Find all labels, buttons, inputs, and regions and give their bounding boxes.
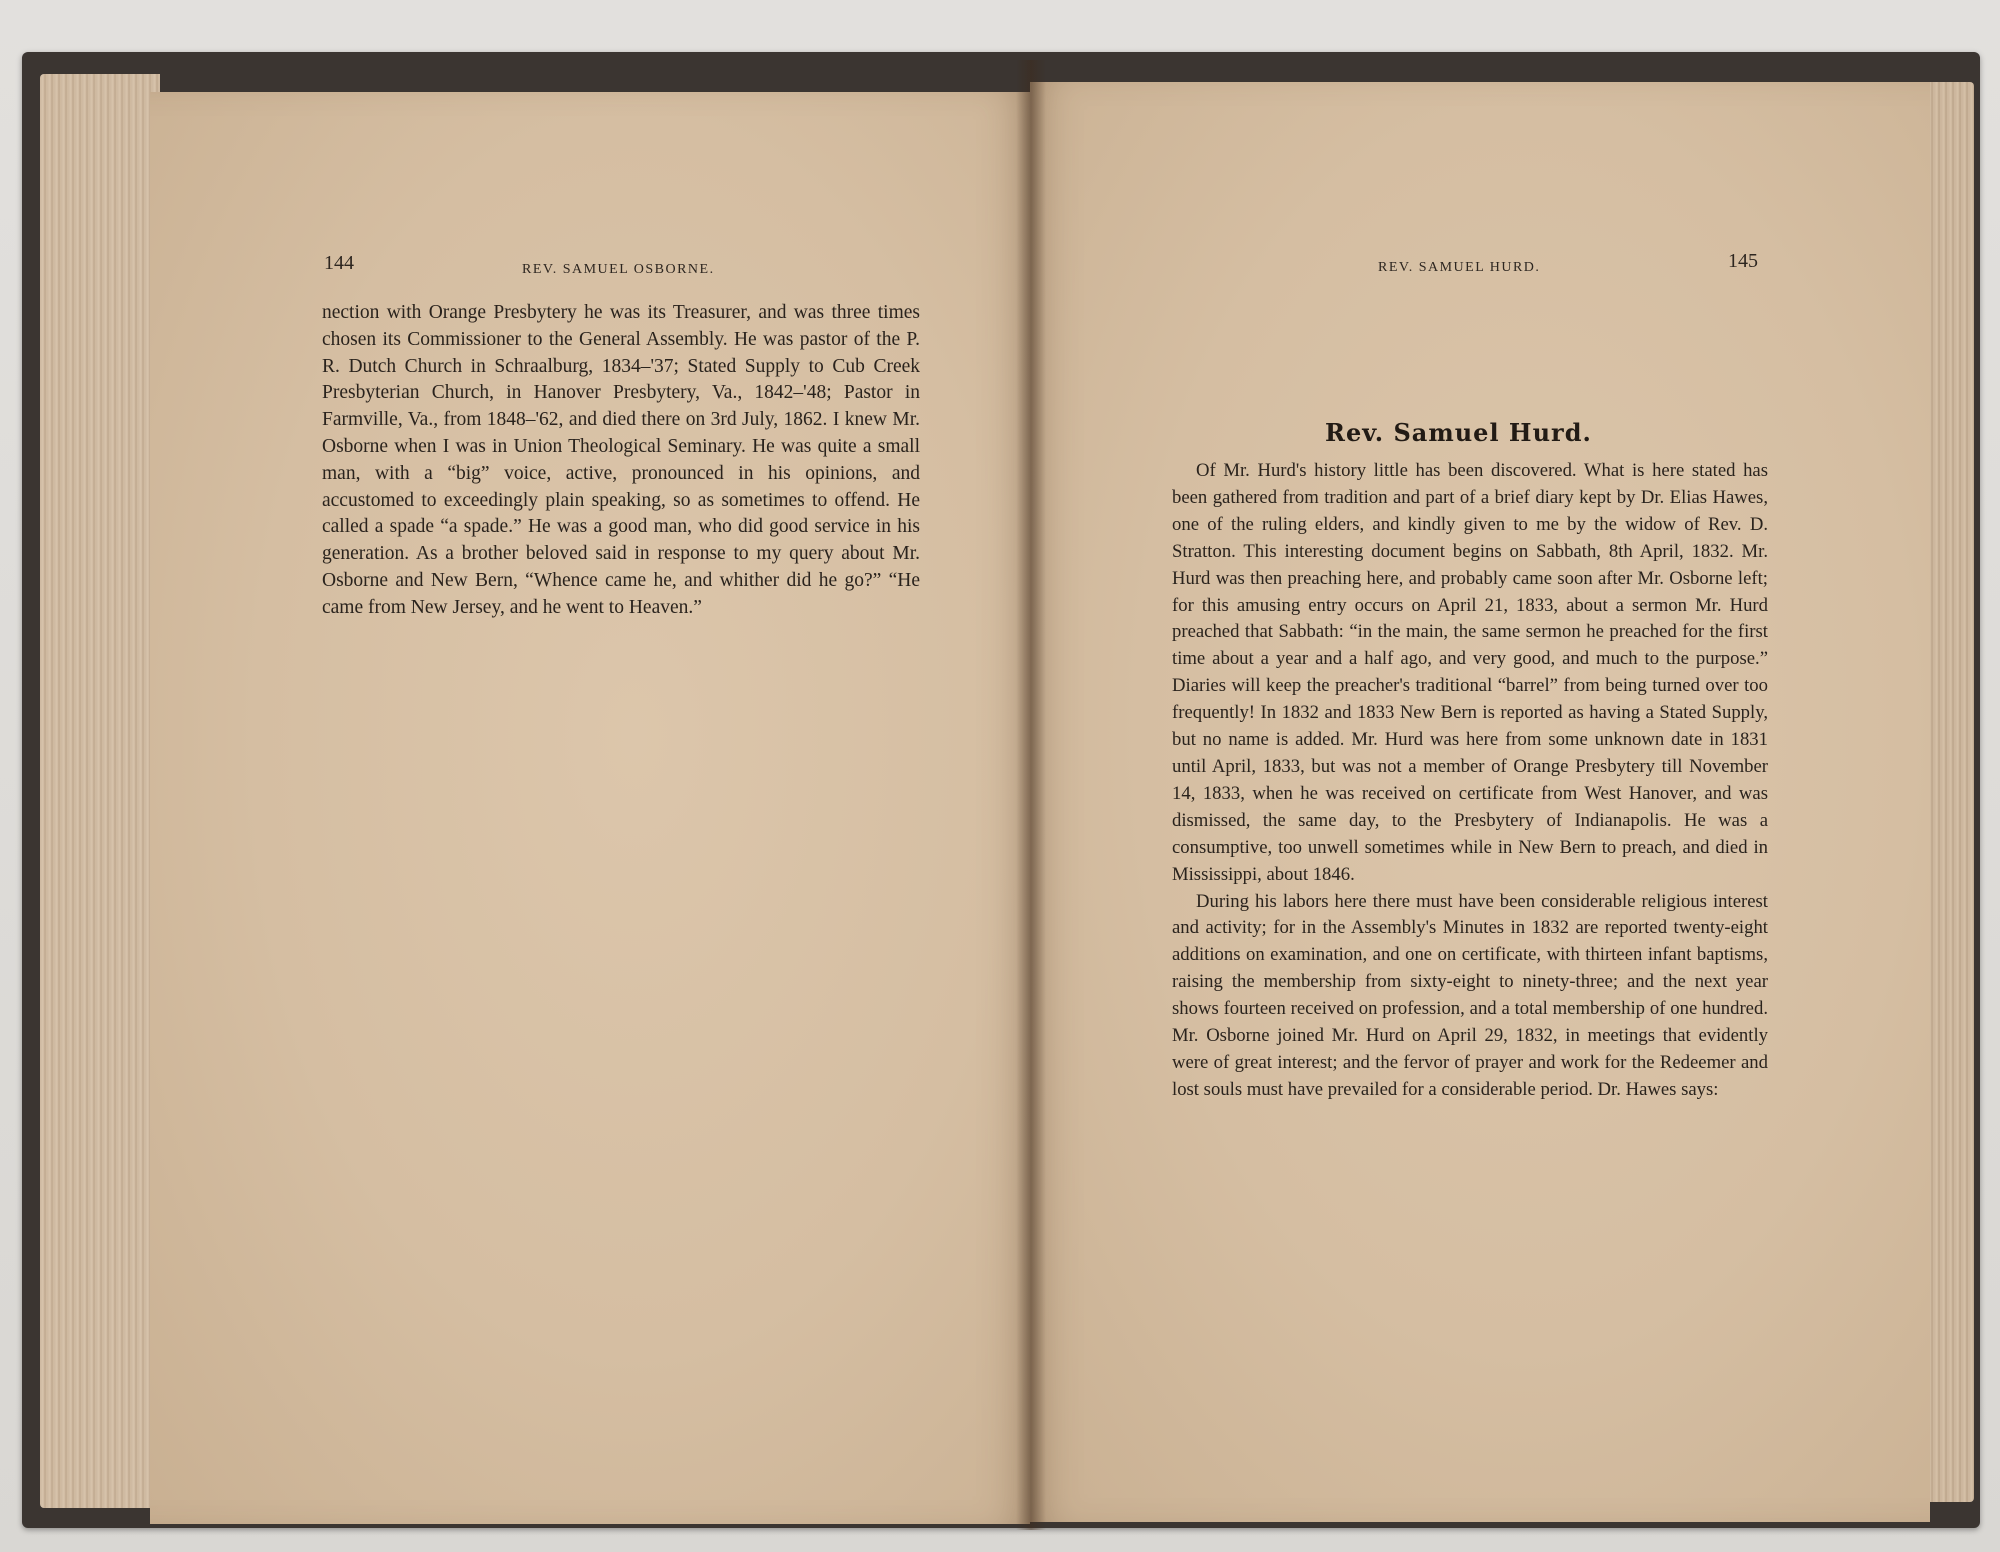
right-paragraph-1: Of Mr. Hurd's history little has been discovered. What is here stated has been gathered from tradition and part of a brief diary kept by Dr. Elias Hawes, one of the ruling elders, and kindly given to me by the widow of Rev. D. Stratton. This interesting document begins on Sabbath, 8th April, 1832. Mr. Hurd was then preaching here, and probably came soon after Mr. Osborne left; for this amusing entry occurs on April 21, 1833, about a sermon Mr. Hurd preached that Sabbath: “in the main, the same sermon he preached for the first time about a year and a half ago, and very good, and much to the purpose.” Diaries will keep the preacher's traditional “barrel” from being turned over too frequently! In 1832 and 1833 New Bern is reported as having a Stated Supply, but no name is added. Mr. Hurd was here from some unknown date in 1831 until April, 1833, but was not a member of Orange Presbytery till November 14, 1833, when he was received on certificate from West Hanover, and was dismissed, the same day, to the Presbytery of Indianapolis. He was a consumptive, too unwell sometimes while in New Bern to preach, and died in Mississippi, about 1846. — [1172, 460, 1768, 885]
book-gutter — [1016, 60, 1046, 1530]
right-running-head: REV. SAMUEL HURD. — [1378, 260, 1541, 275]
right-page-text — [1172, 458, 1768, 1104]
page-edges-left — [40, 74, 160, 1508]
right-page-number: 145 — [1728, 250, 1758, 272]
right-paragraph-2: During his labors here there must have been considerable religious interest and activity; for in the Assembly's Minutes in 1832 are reported twenty-eight additions on examination, and one on certificate, with thirteen infant baptisms, raising the membership from sixty-eight to ninety-three; and the next year shows fourteen received on profession, and a total membership of one hundred. Mr. Osborne joined Mr. Hurd on April 29, 1832, in meetings that evidently were of great interest; and the fervor of prayer and work for the Redeemer and lost souls must have prevailed for a considerable period. Dr. Hawes says: — [1172, 890, 1768, 1100]
chapter-title: Rev. Samuel Hurd. — [1325, 418, 1592, 447]
left-paragraph-1: nection with Orange Presbytery he was its Treasurer, and was three times chosen its Commissioner to the General Assembly. He was pastor of the P. R. Dutch Church in Schraalburg, 1834–'37; Stated Supply to Cub Creek Presbyterian Church, in Hanover Presbytery, Va., 1842–'48; Pastor in Farmville, Va., from 1848–'62, and died there on 3rd July, 1862. I knew Mr. Osborne when I was in Union Theological Seminary. He was quite a small man, with a “big” voice, active, pronounced in his opinions, and accustomed to exceedingly plain speaking, so as sometimes to offend. He called a spade “a spade.” He was a good man, who did good service in his generation. As a brother beloved said in response to my query about Mr. Osborne and New Bern, “Whence came he, and whither did he go?” “He came from New Jersey, and he went to Heaven.” — [322, 302, 920, 618]
left-running-head: REV. SAMUEL OSBORNE. — [522, 262, 715, 277]
left-page-number: 144 — [324, 252, 354, 274]
left-page-text — [322, 300, 920, 622]
